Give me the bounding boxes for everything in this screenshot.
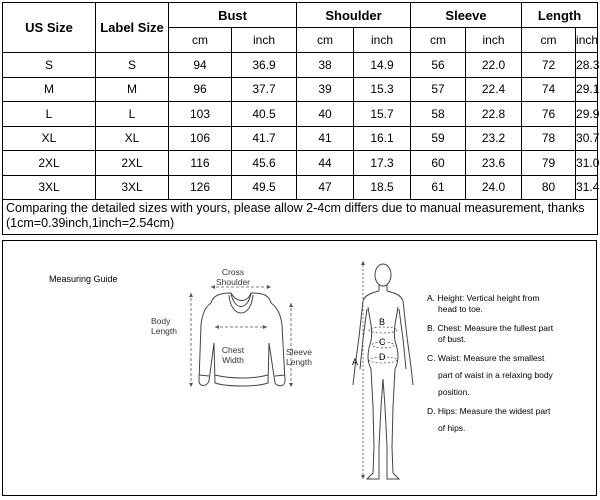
value-cell: 38: [297, 53, 354, 78]
unit-cell: cm: [522, 28, 576, 53]
us-size-cell: 2XL: [3, 151, 96, 176]
label-size-cell: S: [96, 53, 169, 78]
size-table: [2, 2, 598, 235]
note-line: head to toe.: [438, 304, 483, 314]
value-cell: 116: [169, 151, 232, 176]
value-cell: 15.7: [354, 102, 411, 127]
value-cell: 96: [169, 77, 232, 102]
measuring-notes: [427, 293, 597, 434]
us-size-cell: 3XL: [3, 175, 96, 200]
value-cell: 59: [411, 126, 466, 151]
size-chart: [2, 2, 600, 235]
label-size-cell: XL: [96, 126, 169, 151]
label-size-cell: L: [96, 102, 169, 127]
value-cell: 45.6: [232, 151, 297, 176]
value-cell: 72: [522, 53, 576, 78]
value-cell: 22.4: [466, 77, 522, 102]
label-line: Chest: [221, 345, 245, 355]
label-line: Body: [151, 316, 171, 326]
value-cell: 29.9: [576, 102, 598, 127]
unit-cell: inch: [354, 28, 411, 53]
value-cell: 79: [522, 151, 576, 176]
value-cell: 31.4: [576, 175, 598, 200]
value-cell: 17.3: [354, 151, 411, 176]
letter-c: C: [379, 337, 386, 347]
label-line: Width: [222, 355, 244, 365]
value-cell: 56: [411, 53, 466, 78]
us-size-cell: M: [3, 77, 96, 102]
value-cell: 16.1: [354, 126, 411, 151]
note-line: C. Waist: Measure the smallest: [427, 353, 545, 363]
body-length-label: [151, 316, 185, 336]
value-cell: 22.0: [466, 53, 522, 78]
unit-cell: inch: [232, 28, 297, 53]
value-cell: 61: [411, 175, 466, 200]
value-cell: 47: [297, 175, 354, 200]
label-size-cell: 3XL: [96, 175, 169, 200]
value-cell: 22.8: [466, 102, 522, 127]
table-row: [3, 151, 598, 176]
guide-title: Measuring Guide: [49, 274, 118, 284]
value-cell: 39: [297, 77, 354, 102]
cross-shoulder-label: [208, 267, 258, 287]
us-size-cell: S: [3, 53, 96, 78]
value-cell: 126: [169, 175, 232, 200]
value-cell: 74: [522, 77, 576, 102]
value-cell: 94: [169, 53, 232, 78]
table-row: [3, 126, 598, 151]
value-cell: 24.0: [466, 175, 522, 200]
value-cell: 58: [411, 102, 466, 127]
note-line: part of waist in a relaxing body: [438, 370, 553, 380]
table-row: [3, 53, 598, 78]
value-cell: 18.5: [354, 175, 411, 200]
value-cell: 60: [411, 151, 466, 176]
table-row: [3, 102, 598, 127]
label-line: Length: [286, 357, 312, 367]
value-cell: 49.5: [232, 175, 297, 200]
note-line: position.: [438, 387, 470, 397]
sleeve-length-label: [281, 347, 317, 367]
value-cell: 41.7: [232, 126, 297, 151]
label-line: Cross: [221, 267, 245, 277]
note-line: of hips.: [438, 423, 466, 433]
us-size-cell: XL: [3, 126, 96, 151]
value-cell: 23.6: [466, 151, 522, 176]
value-cell: 57: [411, 77, 466, 102]
measurement-note: Comparing the detailed sizes with yours, please allow 2-4cm differs due to manual measurement, thanks (1cm=0.39inch,1inch=2.54cm): [3, 200, 598, 235]
value-cell: 14.9: [354, 53, 411, 78]
value-cell: 30.7: [576, 126, 598, 151]
note-line: of bust.: [438, 334, 466, 344]
letter-a: A: [352, 357, 359, 367]
note-line: A. Height: Vertical height from: [427, 293, 540, 303]
value-cell: 36.9: [232, 53, 297, 78]
value-cell: 23.2: [466, 126, 522, 151]
unit-cell: cm: [169, 28, 232, 53]
label-line: Shoulder: [215, 277, 251, 287]
unit-cell: cm: [297, 28, 354, 53]
value-cell: 103: [169, 102, 232, 127]
value-cell: 80: [522, 175, 576, 200]
chest-width-label: [213, 345, 253, 365]
measuring-guide: [2, 240, 597, 496]
value-cell: 15.3: [354, 77, 411, 102]
value-cell: 40: [297, 102, 354, 127]
header-length: Length: [522, 3, 598, 28]
label-size-cell: M: [96, 77, 169, 102]
letter-d: D: [379, 352, 386, 362]
unit-cell: inch: [466, 28, 522, 53]
value-cell: 29.1: [576, 77, 598, 102]
value-cell: 78: [522, 126, 576, 151]
note-line: D. Hips: Measure the widest part: [427, 406, 551, 416]
table-row: [3, 77, 598, 102]
letter-b: B: [379, 317, 386, 327]
label-line: Sleeve: [286, 347, 312, 357]
body-figure: [343, 257, 423, 485]
value-cell: 28.3: [576, 53, 598, 78]
note-line: B. Chest: Measure the fullest part: [427, 323, 554, 333]
value-cell: 106: [169, 126, 232, 151]
value-cell: 44: [297, 151, 354, 176]
header-us-size: US Size: [3, 3, 96, 53]
table-row: [3, 175, 598, 200]
unit-cell: cm: [411, 28, 466, 53]
label-line: Length: [151, 326, 177, 336]
value-cell: 37.7: [232, 77, 297, 102]
value-cell: 41: [297, 126, 354, 151]
header-label-size: Label Size: [96, 3, 169, 53]
header-sleeve: Sleeve: [411, 3, 522, 28]
label-size-cell: 2XL: [96, 151, 169, 176]
header-bust: Bust: [169, 3, 297, 28]
unit-cell: inch: [576, 28, 598, 53]
value-cell: 40.5: [232, 102, 297, 127]
value-cell: 31.0: [576, 151, 598, 176]
value-cell: 76: [522, 102, 576, 127]
us-size-cell: L: [3, 102, 96, 127]
header-shoulder: Shoulder: [297, 3, 411, 28]
